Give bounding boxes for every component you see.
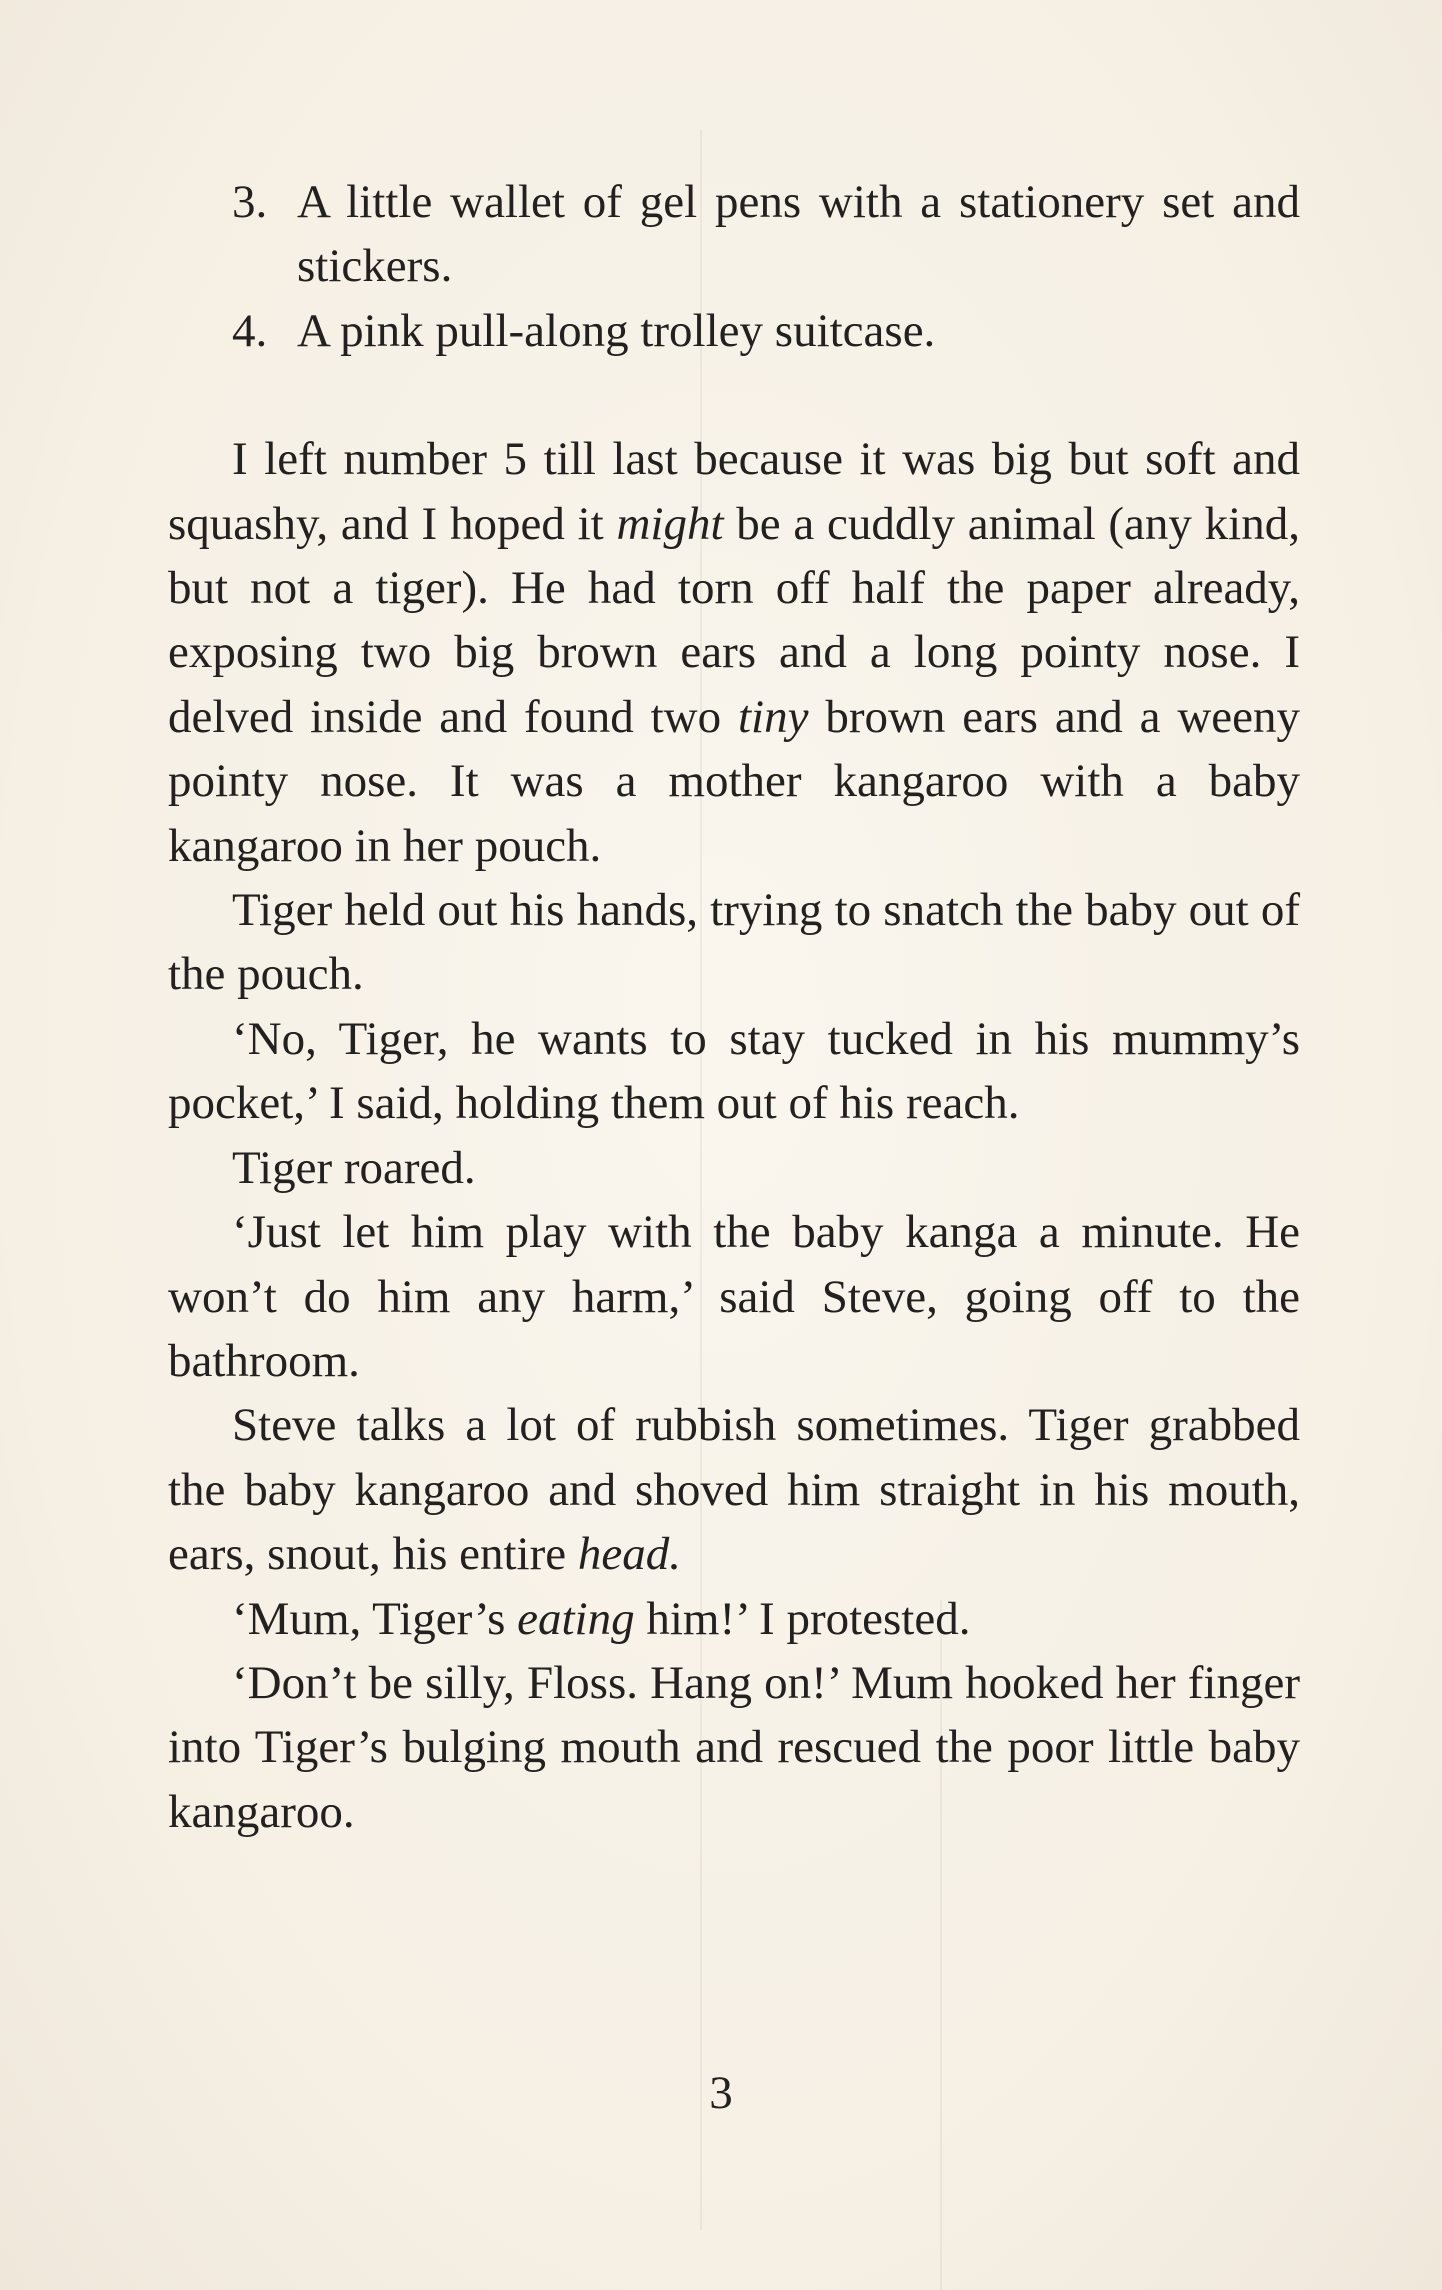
list-number: 4.	[232, 304, 268, 357]
text-run: ‘Don’t be silly, Floss. Hang on!’ Mum hooked her finger into Tiger’s bulging mouth and rescued the poor little baby kangaroo.	[168, 1656, 1300, 1838]
paragraph	[168, 427, 1300, 878]
text-run: Tiger held out his hands, trying to snatch the baby out of the pouch.	[168, 884, 1300, 1001]
text-run: him!’ I protested.	[634, 1592, 971, 1645]
text-run: Steve talks a lot of rubbish sometimes. Tiger grabbed the baby kangaroo and shoved him straight in his mouth, ears, snout, his entire	[168, 1399, 1300, 1581]
italic-run: might	[616, 497, 724, 550]
paragraph	[168, 1007, 1300, 1136]
text-run: ‘No, Tiger, he wants to stay tucked in his mummy’s pocket,’ I said, holding them out of his reach.	[168, 1012, 1300, 1130]
list-item	[168, 170, 1300, 299]
text-run: be a cuddly animal (any kind, but not a tiger). He had torn off half the paper already, exposing two big brown ears and a long pointy nose. I delved inside and found two	[168, 497, 1300, 743]
paragraph	[168, 878, 1300, 1007]
list-text: A little wallet of gel pens with a stationery set and stickers.	[297, 176, 1300, 293]
paragraph	[168, 1587, 1300, 1651]
paragraph	[168, 1200, 1300, 1393]
italic-run: tiny	[737, 690, 809, 743]
body-text	[168, 170, 1300, 1844]
paragraph	[168, 1393, 1300, 1586]
text-run: Tiger roared.	[232, 1141, 476, 1194]
text-run: brown ears and a weeny pointy nose. It was a mother kangaroo with a baby kangaroo in her pouch.	[168, 690, 1300, 872]
italic-run: eating	[517, 1592, 635, 1645]
text-run: ‘Just let him play with the baby kanga a minute. He won’t do him any harm,’ said Steve, going off to the bathroom.	[168, 1206, 1300, 1387]
paragraph	[168, 1136, 1300, 1200]
italic-run: head.	[577, 1528, 681, 1581]
text-run: ‘Mum, Tiger’s	[232, 1592, 518, 1645]
list-item	[168, 299, 1300, 363]
list-text: A pink pull-along trolley suitcase.	[297, 304, 936, 357]
text-run: I left number 5 till last because it was big but soft and squashy, and I hoped it	[168, 433, 1300, 550]
list-number: 3.	[232, 176, 268, 228]
page-number: 3	[709, 2067, 733, 2119]
paragraph	[168, 1651, 1300, 1844]
